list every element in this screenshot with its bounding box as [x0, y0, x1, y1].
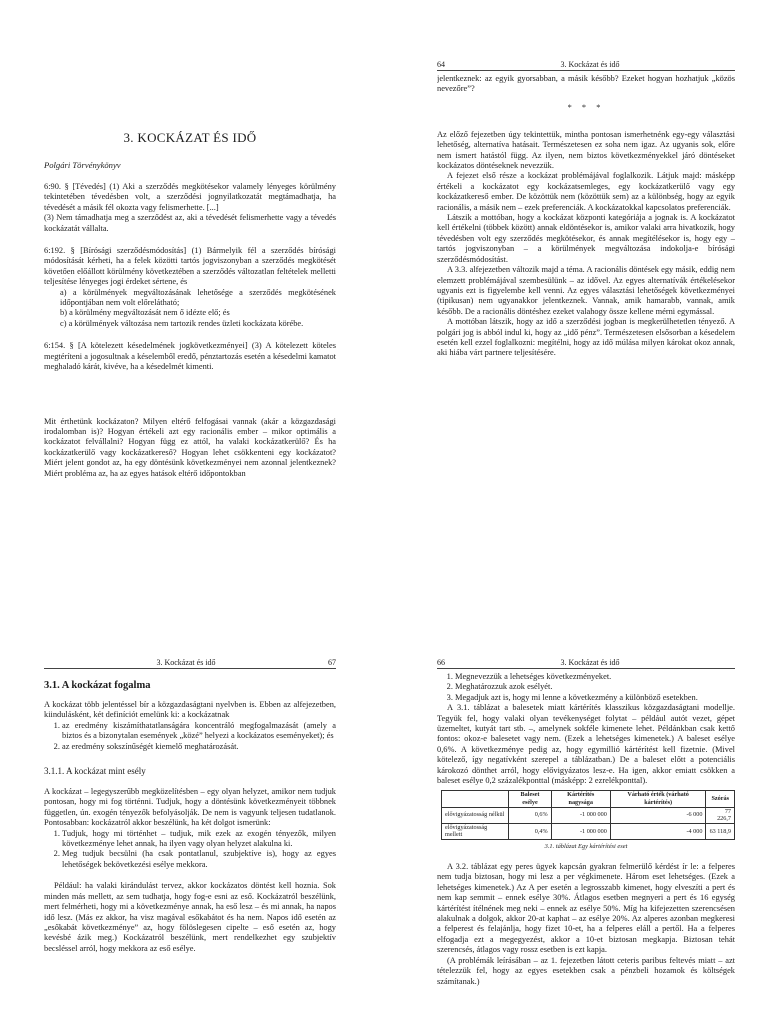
motto-block-3 — [44, 341, 336, 372]
motto-list-item: c) a körülmények változása nem tartozik rendes üzleti kockázata körébe. — [60, 318, 304, 328]
body-paragraph: Például: ha valaki kirándulást tervez, akkor kockázatos döntést kell hoznia. Sok minden más mellett, az sem tudhatja, hogy fog-e esni az eső. Kockázatról beszélünk, mert felmérheti, hogy mi a következménye annak, ha eső lesz – és mi annak, ha napos idő lesz. (Más ez akkor, ha visz magával esőkabátot és ha nem. Napos idő esetén az „esőkabát következménye” az, hogy fölöslegesen cipelte – eső esetén az, hogy kevésbé ázik meg.) Kockázatról beszélünk, mert rendelkezhet egy szubjektív becsléssel arról, hogy mekkora az eső esélye. — [44, 881, 336, 953]
table-row — [442, 807, 735, 823]
list-item: 2. Meghatározzuk azok esélyét. — [455, 682, 735, 692]
page-number: 66 — [437, 658, 445, 667]
chapter-title: 3. KOCKÁZAT ÉS IDŐ — [123, 130, 257, 145]
table-header-cell: Kártérítés nagysága — [551, 791, 610, 807]
list-item: 2. az eredmény sokszínűségét kiemelő meghatározását. — [62, 742, 336, 752]
body-paragraph: A kockázat több jelentéssel bír a közgazdaságtani nyelvben is. Ebben az alfejezetben, kiindulásként, két definíciót emelünk ki: a kockázatnak — [44, 700, 336, 720]
table-cell: 63 118,9 — [706, 823, 735, 839]
page-bottom-left — [44, 658, 336, 1024]
table-header-row — [442, 791, 735, 807]
table-cell: 77 226,7 — [706, 807, 735, 823]
section-title: 3.1. A kockázat fogalma — [44, 680, 151, 691]
conditions-list — [44, 829, 336, 871]
table-cell: -6 000 — [610, 807, 706, 823]
body-paragraph: A 3.1. táblázat a balesetek miatt kártérítés klasszikus közgazdaságtani modellje. Tegyük fel, hogy valaki olyan tevékenységet folytat – például autót vezet, gépet üzemeltet, kutyát tart stb. –, amelynek sokféle kimenete lehet. Példánkban csak kettő fontos: okoz-e balesetet vagy nem. (Ezek a lehetséges kimenetek.) A baleset esélye 0,6%. A következménye pedig az, hogy egymillió kártérítést kell fizetnie. (Mivel kötelező, így negatívként szerepel a táblázatban.) De a baleset előtt a potenciális károkozó dönthet arról, hogy elővigyázatos lesz-e. Ha igen, akkor emiatt csökken a baleset esélye 0,2 százalékponttal (másképp: 2 ezrelékponttal). — [437, 703, 735, 786]
section-separator: * * * — [567, 102, 605, 112]
motto-list-item: a) a körülmények megváltozásának lehetősége a szerződés megkötésének időpontjában nem volt előrelátható; — [60, 287, 336, 308]
list-item: 1. Tudjuk, hogy mi történhet – tudjuk, mik ezek az exogén tényezők, milyen következménye lehet annak, ha ilyen vagy olyan helyzet alakulna ki. — [62, 829, 336, 850]
table-cell: elővigyázatosság mellett — [442, 823, 509, 839]
body-paragraph: A mottóban látszik, hogy az idő a szerződési jogban is megkerülhetetlen tényező. A polgári jog is abból indul ki, hogy az „idő pénz”. Természetesen elsősorban a késedelem esetén kell ezzel foglalkozni: megítélni, hogy az idő múlása milyen károkat okoz annak, aki hiába várt partnere teljesítésére. — [437, 317, 735, 358]
motto-block-2 — [44, 246, 336, 329]
page-number: 64 — [437, 60, 445, 69]
table-cell: elővigyázatosság nélkül — [442, 807, 509, 823]
running-header — [44, 658, 336, 669]
running-head-title: 3. Kockázat és idő — [156, 658, 216, 667]
running-head-title: 3. Kockázat és idő — [560, 658, 620, 667]
table-caption: 3.1. táblázat Egy kártérítési eset — [544, 843, 628, 851]
page-bottom-right — [437, 658, 735, 1024]
page-top-left — [44, 60, 336, 550]
motto-paragraph: 6:192. § [Bírósági szerződésmódosítás] (1) Bármelyik fél a szerződés bírósági módosítását kérheti, ha a felek közötti tartós jogviszonyban a szerződés megkötését követően előállott körülmény következtében a szerződés változatlan feltételek melletti teljesítése lényeges jogi érdeket sértene, és — [44, 246, 336, 287]
table-cell: -4 000 — [610, 823, 706, 839]
table-header-cell: Várható érték (várható kártérítés) — [610, 791, 706, 807]
motto-paragraph: (3) Nem támadhatja meg a szerződést az, aki a tévedését felismerhette vagy a tévedés kockázatát vállalta. — [44, 213, 336, 233]
motto-paragraph: 6:154. § [A kötelezett késedelmének jogkövetkezményei] (3) A kötelezett köteles megtéríteni a jogosultnak a késelemből eredő, pénztartozás esetén a késedelmi kamatot meghaladó kárát, kivéve, ha a késedelmét kimenti. — [44, 341, 336, 372]
body-paragraph: (A problémák leírásában – az 1. fejezetben látott ceteris paribus feltevés miatt – azt tételezzük fel, hogy az egyes esetekben csak a pénzbeli hozamok és költségek számítanak.) — [437, 955, 735, 986]
steps-list — [437, 672, 735, 703]
body-paragraph: A kockázat – legegyszerűbb megközelítésben – egy olyan helyzet, amikor nem tudjuk pontosan, hogy mi fog történni. Tudjuk, hogy a döntésünk következményeit többnek független, ún. exogén tényezők befolyásolják. De nem is vagyunk teljesen tudatlanok. Pontosabban: kockázatról akkor beszélünk, ha két dolgot ismerünk: — [44, 787, 336, 828]
damages-table — [441, 790, 735, 840]
page-top-right — [437, 60, 735, 460]
body-paragraph: A fejezet első része a kockázat problémájával foglalkozik. Látjuk majd: másképp értékeli a kockázatot egy kockázatsemleges, egy kockázatkerülő vagy egy kockázatkereső ember. De közöttük nem (közöttük sem) az a különbség, hogy az egyik racionális, a másik nem – ezek preferenciák. A kockázatokkal kapcsolatos preferenciák. — [437, 171, 735, 212]
motto-block-1 — [44, 182, 336, 234]
body-paragraph: Mit érthetünk kockázaton? Milyen eltérő felfogásai vannak (akár a közgazdasági irodalomban is)? Hogyan értékeli azt egy racionális ember – mikor optimális a kockázatot felvállalni? Hogyan függ ez attól, ha valaki kockázatkerülő? És ha kockázatkerülő vagy kockázatkereső? Hogyan lehet csökkenteni egy kockázatot? Miért jelent gondot az, ha egy döntésünk következményei nem azonnal jelentkeznek? Miért probléma az, ha az egyes hatások eltérő időpontokban — [44, 416, 336, 478]
page-number: 67 — [328, 658, 336, 667]
motto-paragraph: 6:90. § [Tévedés] (1) Aki a szerződés megkötésekor valamely lényeges körülmény tekintetében tévedésben volt, a szerződési jognyilatkozatát megtámadhatja, ha tévedését a másik fél okozta vagy felismerhette. [...] — [44, 182, 336, 212]
table-header-cell: Szórás — [706, 791, 735, 807]
table-cell: -1 000 000 — [551, 823, 610, 839]
subsection-title: 3.1.1. A kockázat mint esély — [44, 766, 146, 777]
table-header-cell: Baleset esélye — [509, 791, 551, 807]
definition-list — [44, 721, 336, 752]
list-item: 1. Megnevezzük a lehetséges következményeket. — [455, 672, 735, 682]
motto-source: Polgári Törvénykönyv — [44, 160, 121, 170]
table-cell: -1 000 000 — [551, 807, 610, 823]
list-item: 3. Megadjuk azt is, hogy mi lenne a következmény a különböző esetekben. — [455, 693, 735, 703]
body-paragraph: jelentkeznek: az egyik gyorsabban, a másik később? Ezeket hogyan hozhatjuk „közös nevezőre”? — [437, 74, 735, 94]
running-head-title: 3. Kockázat és idő — [560, 60, 620, 69]
body-paragraph: Az előző fejezetben úgy tekintettük, mintha pontosan ismerhetnénk egy-egy választási lehetőség, alternatíva hatásait. Természetesen ez soha nem igaz. Az ugyanis sok, előre nem ismert hatástól függ. Az ilyen, nem biztos következményekkel járó döntéseket kockázatos döntéseknek nevezzük. — [437, 129, 735, 171]
table-cell: 0,6% — [509, 807, 551, 823]
body-paragraph: A 3.2. táblázat egy peres ügyek kapcsán gyakran felmerülő kérdést ír le: a felperes nem tudja biztosan, hogy mi lesz a per végkimenete. Három eset lehetséges. (Ezek a lehetséges kimenetek.) Az A per esetén a legrosszabb kimenet, hogy elveszíti a pert és nem kap semmit – ennek esélye 30%. Átlagos esetben megnyeri a pert és 16 egység kártérítést ítélnének meg neki – ennek az esélye 50%. Míg ha kifejezetten szerencsésen alakulnak a dolgok, akkor 20-at kaphat – az esélye 20%. Az alperes azonban megkeresi a felperest és felajánlja, hogy fizet 10-et, ha a felperes eláll a pertől. Ha a felperes elfogadja ezt a megegyezést, akkor a 10-et biztosan megkapja. Biztosan tehát szerencsés, átlagos vagy rossz esetben is ezt kapja. — [437, 862, 735, 955]
running-header — [437, 658, 735, 669]
table-row — [442, 823, 735, 839]
list-item: 2. Meg tudjuk becsülni (ha csak pontatlanul, szubjektíve is), hogy az egyes lehetőségek bekövetkezési esélye mekkora. — [62, 849, 336, 870]
table-header-cell — [442, 791, 509, 807]
table-cell: 0,4% — [509, 823, 551, 839]
body-paragraph: A 3.3. alfejezetben változik majd a téma. A racionális döntések egy másik, eddig nem elemzett problémájával szembesülünk – az idővel. Az egyes alternatívák értékelésekor ugyanis ezt is figyelembe kell venni. Az egyes választási lehetőségek következményei (tipikusan) nem ugyanakkor jelentkeznek. Vannak, amik hamarabb, vannak, amik később. De a racionális döntéshez ezeket valahogy össze kellene mérni egymással. — [437, 265, 735, 316]
motto-list-item: b) a körülmény megváltozását nem ő idézte elő; és — [60, 308, 230, 318]
body-paragraph: Látszik a mottóban, hogy a kockázat központi kategóriája a jognak is. A kockázatot kell értékelni (többek között) annak eldöntésekor is, amikor valaki arra hivatkozik, hogy tévedésben volt egy szerződés megkötésekor, és annak megítélésekor is, hogy egy – tartós jogviszonyban – a körülmények megváltozása indokolja-e bírósági szerződésmódosítást. — [437, 213, 735, 264]
running-header — [437, 60, 735, 71]
list-item: 1. az eredmény kiszámíthatatlanságára koncentráló megfogalmazását (amely a biztos és a bizonytalan események „közé” helyezi a kockázatos eseményeket); és — [62, 721, 336, 742]
